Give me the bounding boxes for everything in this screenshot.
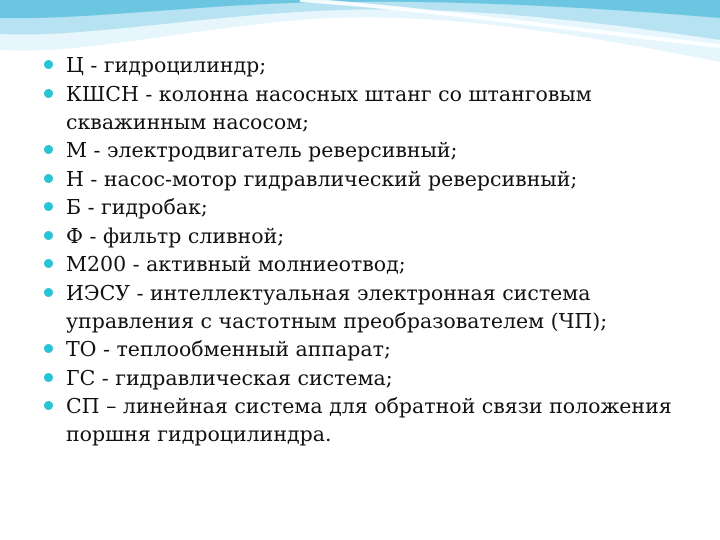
bullet-dot-icon xyxy=(44,344,53,353)
list-item xyxy=(44,165,694,193)
list-item-text: Б - гидробак; xyxy=(66,195,208,219)
list-item xyxy=(44,136,694,164)
list-item-text: М - электродвигатель реверсивный; xyxy=(66,138,458,162)
list-item xyxy=(44,279,694,335)
bullet-dot-icon xyxy=(44,89,53,98)
bullet-dot-icon xyxy=(44,60,53,69)
bullet-dot-icon xyxy=(44,401,53,410)
list-item xyxy=(44,193,694,221)
bullet-dot-icon xyxy=(44,231,53,240)
list-item-text: М200 - активный молниеотвод; xyxy=(66,252,406,276)
list-item-text: ТО - теплообменный аппарат; xyxy=(66,337,391,361)
list-item-text: ИЭСУ - интеллектуальная электронная система управления с частотным преобразователем (ЧП); xyxy=(66,280,608,333)
list-item-text: Ц - гидроцилиндр; xyxy=(66,53,267,77)
list-item xyxy=(44,80,694,136)
list-item xyxy=(44,392,694,448)
legend-list xyxy=(44,51,694,449)
bullet-dot-icon xyxy=(44,174,53,183)
list-item-text: Ф - фильтр сливной; xyxy=(66,223,285,248)
list-item-text: СП – линейная система для обратной связи положения поршня гидроцилиндра. xyxy=(66,394,672,446)
bullet-dot-icon xyxy=(44,288,53,297)
list-item-text: КШСН - колонна насосных штанг со штанговым скважинным насосом; xyxy=(66,81,592,134)
list-item xyxy=(44,335,694,363)
list-item-text: ГС - гидравлическая система; xyxy=(66,365,393,390)
list-item xyxy=(44,222,694,250)
list-item xyxy=(44,51,694,79)
bullet-dot-icon xyxy=(44,202,53,211)
list-item xyxy=(44,364,694,392)
bullet-dot-icon xyxy=(44,145,53,154)
bullet-dot-icon xyxy=(44,259,53,268)
list-item-text: Н - насос-мотор гидравлический реверсивный; xyxy=(66,166,578,191)
list-item xyxy=(44,250,694,278)
bullet-dot-icon xyxy=(44,373,53,382)
